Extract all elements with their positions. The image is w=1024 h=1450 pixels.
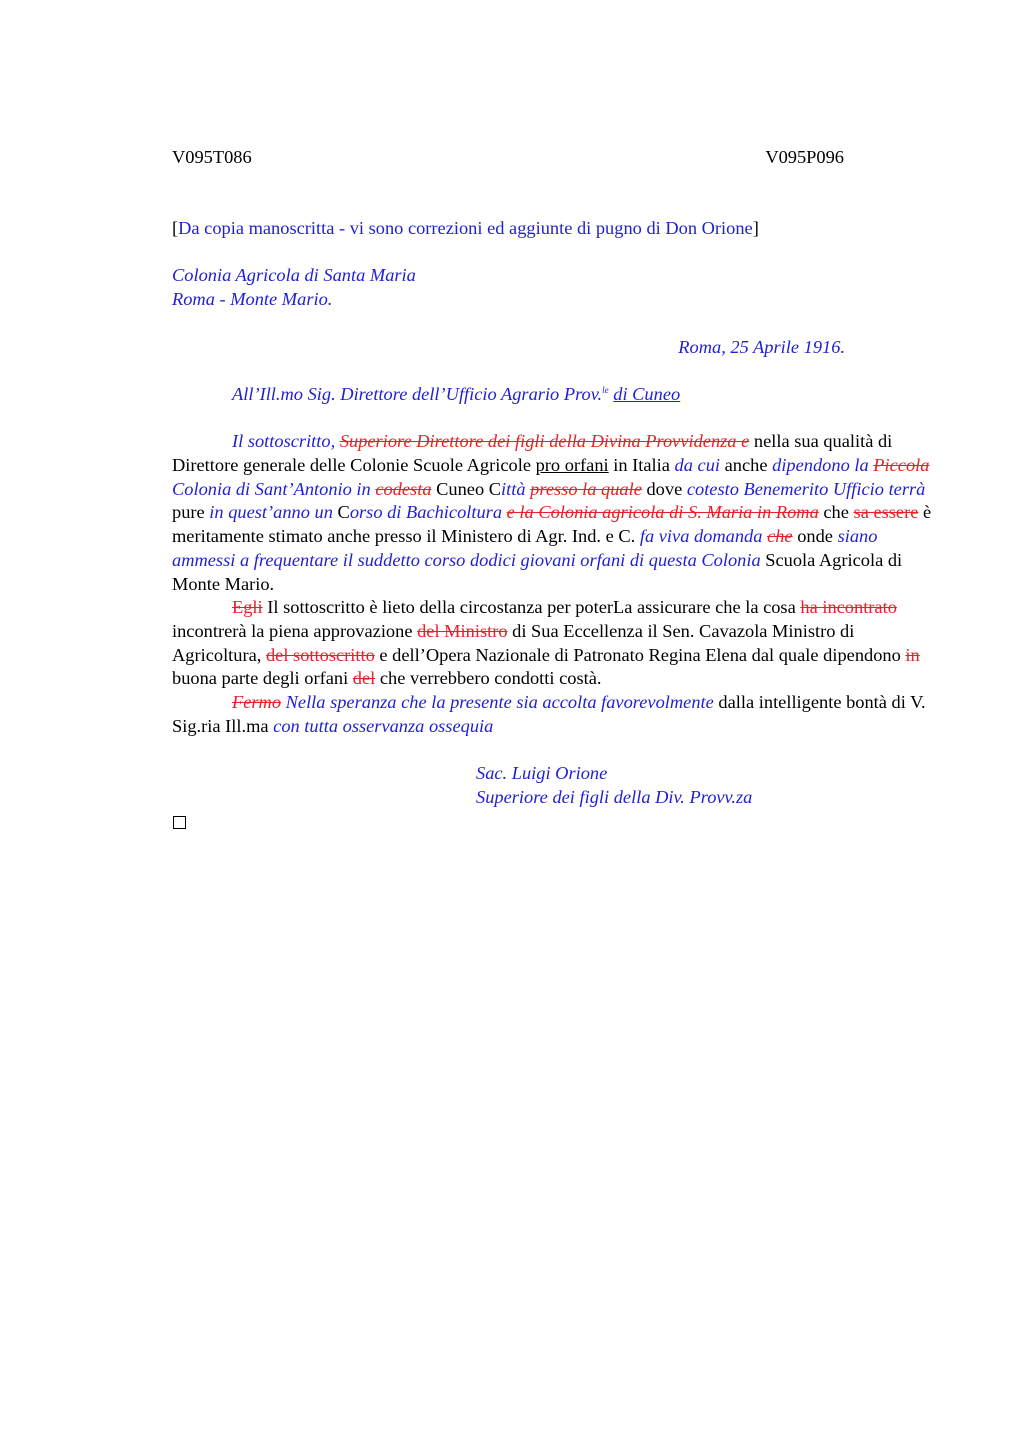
text-deleted: in <box>905 644 920 665</box>
text-deleted: Piccola <box>873 455 930 476</box>
text-added: Il sottoscritto, <box>232 431 336 452</box>
addressee <box>172 383 932 407</box>
page-header <box>172 146 844 170</box>
text: dalla intelligente bontà di V. Sig.ria Ill.ma <box>172 692 926 736</box>
text-added: dipendono la <box>772 455 869 476</box>
text-deleted: Egli <box>232 597 263 618</box>
text-added: Colonia di Sant’Antonio in <box>172 478 371 499</box>
text-added: siano ammessi a frequentare il suddetto corso dodici giovani orfani di questa Colonia <box>172 526 878 570</box>
text-added: Nella speranza che la presente sia accolta favorevolmente <box>285 692 714 713</box>
text-added: cotesto Benemerito Ufficio terrà <box>686 478 926 499</box>
text-deleted: Superiore Direttore dei figli della Divina Provvidenza e <box>339 431 750 452</box>
document-code-right: V095P096 <box>765 147 844 167</box>
text: di Sua Eccellenza il Sen. Cavazola Ministro di Agricoltura, <box>172 620 855 665</box>
text-deleted: Fermo <box>232 692 282 713</box>
signature-title: Superiore dei figli della Div. Provv.za <box>476 786 753 807</box>
sender-line-1: Colonia Agricola di Santa Maria <box>172 265 416 286</box>
document-page <box>172 146 932 835</box>
text-added: da cui <box>674 455 721 476</box>
text-underlined: pro orfani <box>535 455 609 476</box>
paragraph-1 <box>172 430 932 596</box>
addressee-text: All’Ill.mo Sig. Direttore dell’Ufficio Agrario Prov. <box>232 383 603 404</box>
paragraph-2 <box>172 596 932 691</box>
text: pure <box>172 502 205 523</box>
addressee-place: di Cuneo <box>613 383 681 404</box>
checkbox-square-icon <box>173 816 186 829</box>
text: e dell’Opera Nazionale di Patronato Regina Elena dal quale dipendono <box>379 644 901 665</box>
text-deleted: presso la quale <box>530 478 642 499</box>
text: Scuola Agricola di Monte Mario. <box>172 549 903 594</box>
text: anche <box>724 455 768 476</box>
text-added: fa viva domanda <box>639 526 763 547</box>
text-added: orso di Bachicoltura <box>349 502 503 523</box>
text-deleted: codesta <box>375 478 432 499</box>
document-code-left: V095T086 <box>172 147 252 167</box>
text-deleted: del <box>352 668 376 689</box>
text-added: ittà <box>501 478 526 499</box>
sender-line-2: Roma - Monte Mario. <box>172 289 333 310</box>
text: in Italia <box>613 455 670 476</box>
text: onde <box>797 526 833 547</box>
text: buona parte degli orfani <box>172 668 349 689</box>
text: che verrebbero condotti costà. <box>379 668 602 689</box>
text: dove <box>646 478 683 499</box>
text: Cuneo C <box>436 478 502 499</box>
text: nella sua qualità di Direttore generale delle Colonie Scuole Agricole <box>172 431 893 476</box>
text-deleted: e la Colonia agricola di S. Maria in Roma <box>506 502 819 523</box>
bracket-close: ] <box>752 218 759 239</box>
source-note-text: Da copia manoscritta - vi sono correzioni ed aggiunte di pugno di Don Orione <box>178 218 753 239</box>
text-deleted: del Ministro <box>417 620 508 641</box>
text: è meritamente stimato anche presso il Ministero di Agr. Ind. e C. <box>172 502 932 547</box>
signature-name: Sac. Luigi Orione <box>476 763 608 784</box>
letter-date: Roma, 25 Aprile 1916. <box>678 336 845 357</box>
text-deleted: del sottoscritto <box>265 644 375 665</box>
text: Il sottoscritto è lieto della circostanza per poterLa assicurare che la cosa <box>267 597 796 618</box>
source-note <box>172 217 932 241</box>
text-deleted: che <box>767 526 793 547</box>
addressee-sup: le <box>602 384 609 395</box>
text-added: in quest’anno un <box>209 502 333 523</box>
text: incontrerà la piena approvazione <box>172 620 413 641</box>
text-deleted: sa essere <box>853 502 919 523</box>
paragraph-3 <box>172 691 932 738</box>
text: C <box>337 502 350 523</box>
text-added: con tutta osservanza ossequia <box>273 715 494 736</box>
text-deleted: ha incontrato <box>800 597 897 618</box>
text: che <box>823 502 849 523</box>
bracket-open: [ <box>172 218 179 239</box>
